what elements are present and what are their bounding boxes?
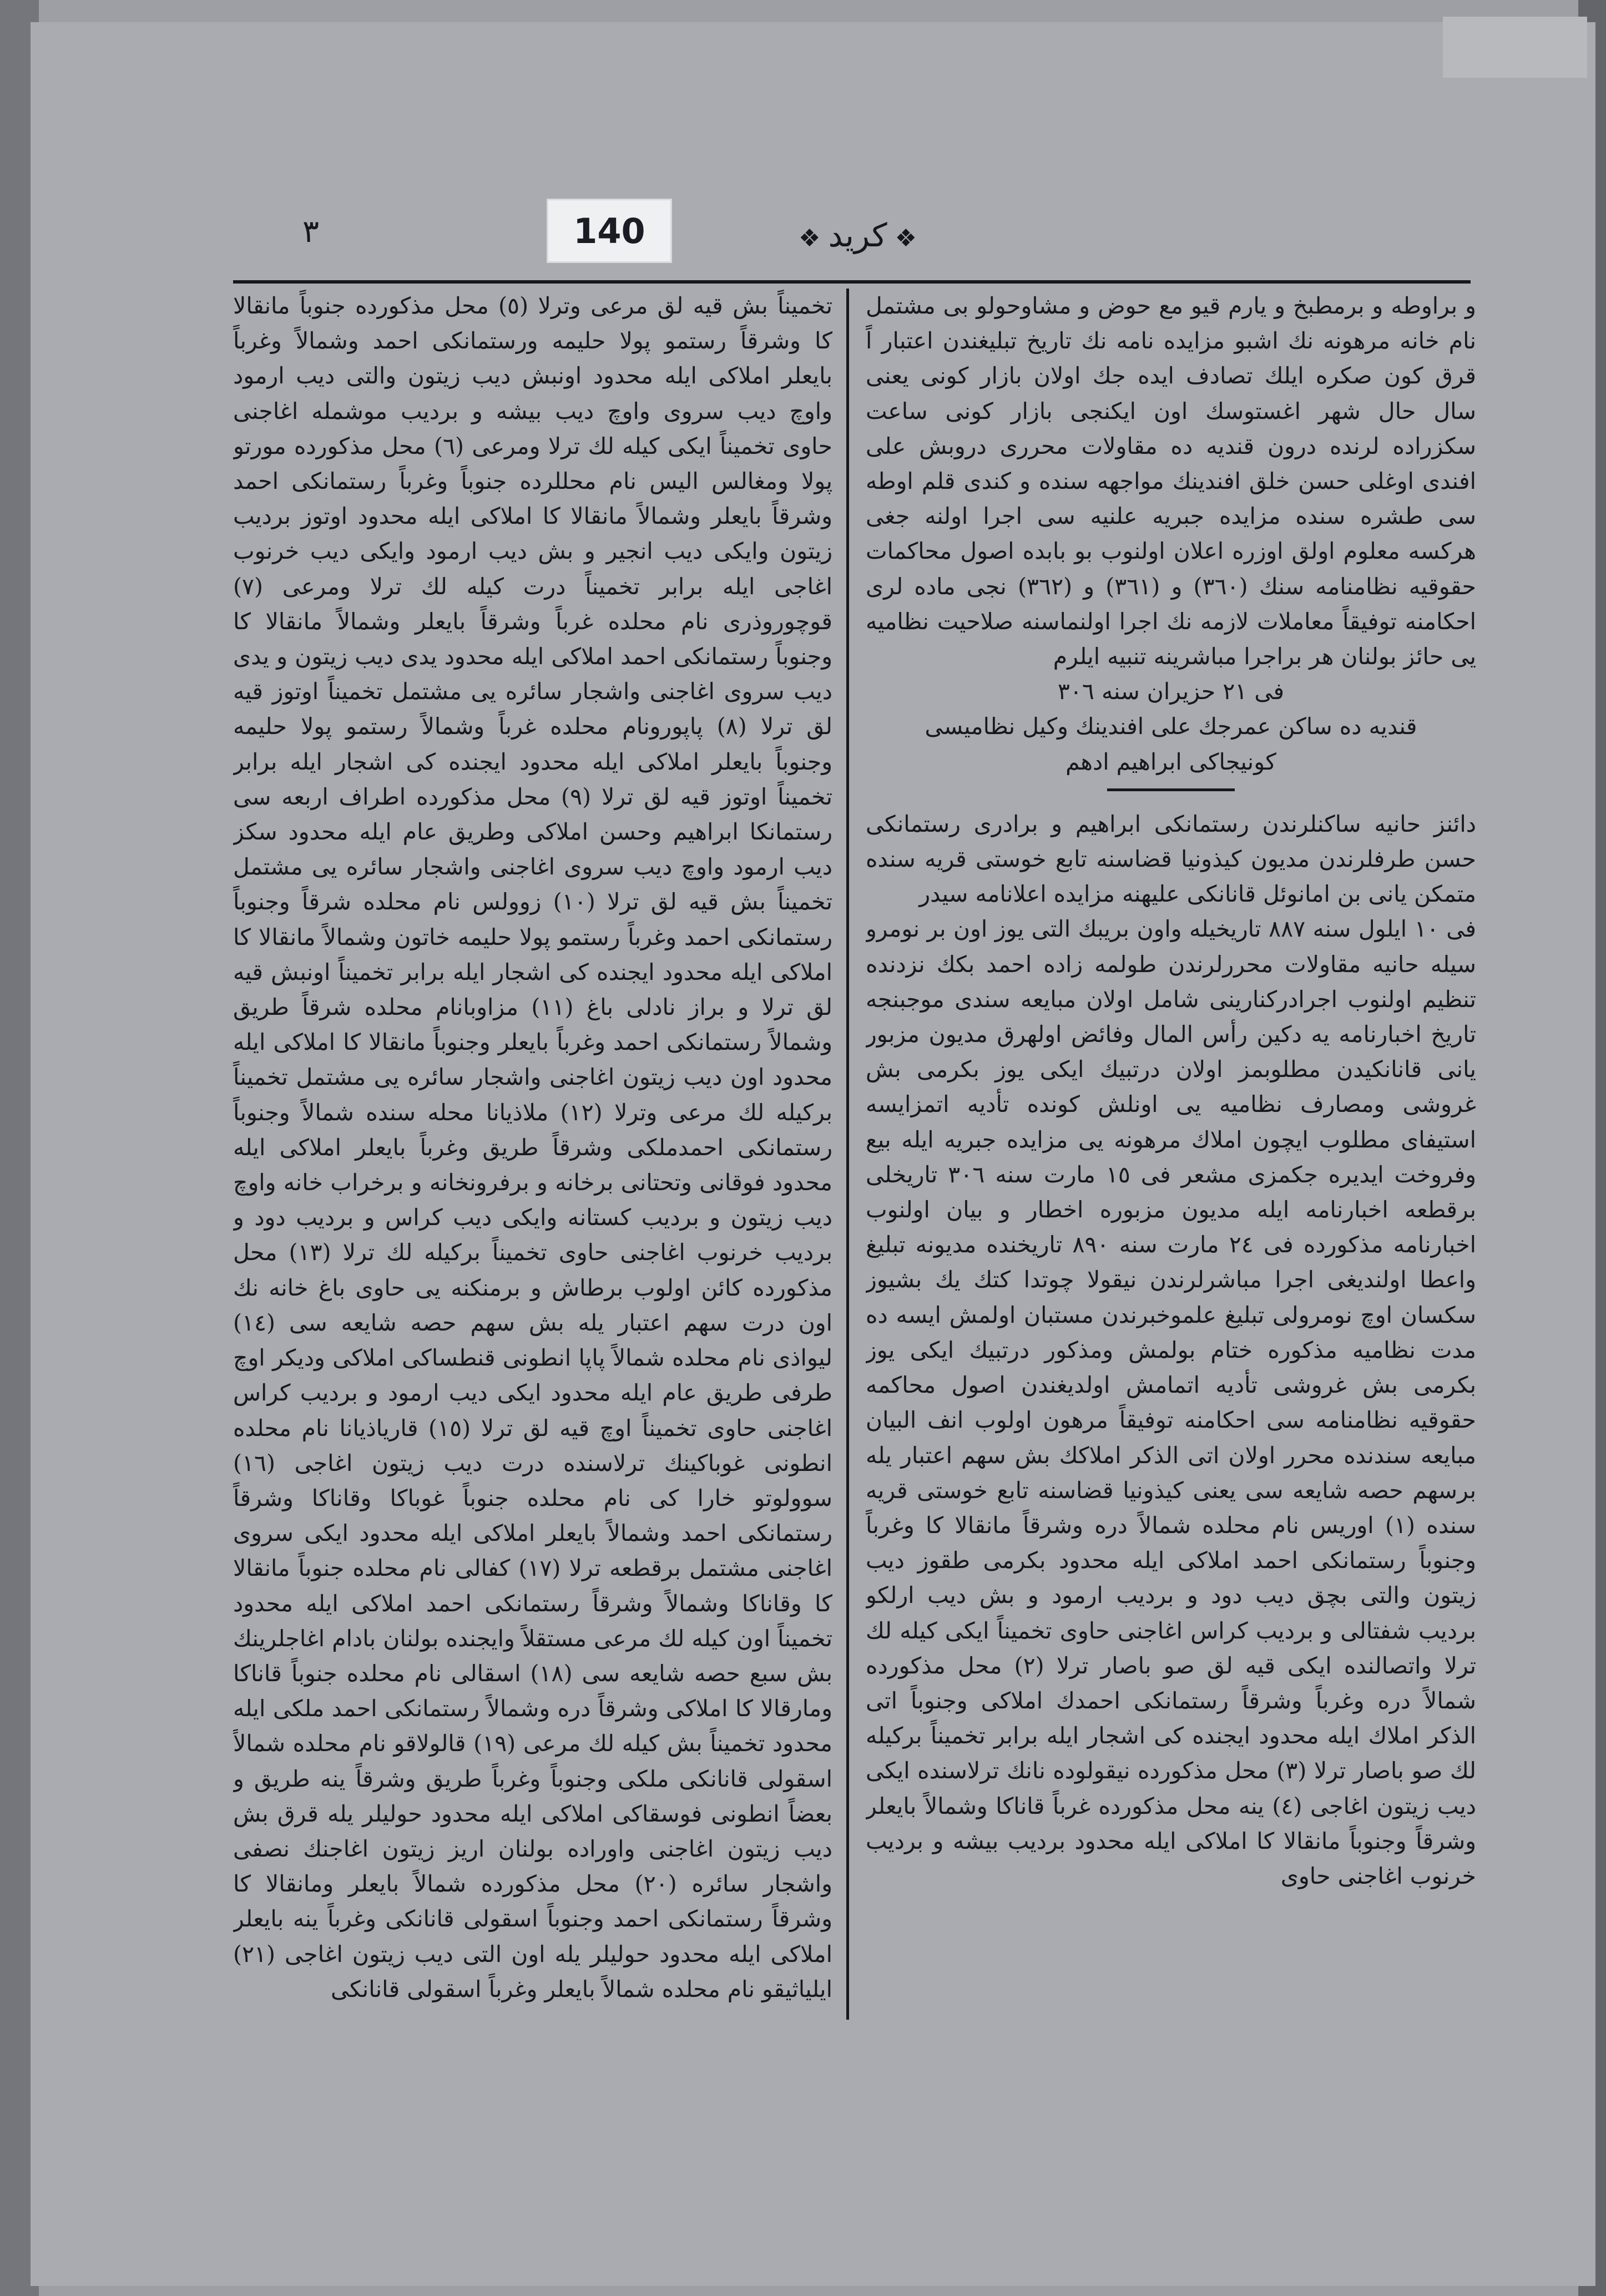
section-separator: [1107, 788, 1235, 791]
masthead-title: كريد: [828, 216, 887, 254]
header-rule: [233, 280, 1471, 284]
column-divider: [846, 289, 849, 2020]
notice-date: فی ٢١ حزیران سنه ٣٠٦: [1057, 678, 1285, 705]
ornament-icon: ❖: [799, 224, 821, 252]
ornament-icon: ❖: [895, 224, 917, 252]
auction-notice-text: و براوطه و برمطبخ و یارم قیو مع حوض و مشاوحولو بی مشتمل نام خانه مرهونه نك اشبو مزایده نامه نك تاریخ تبلیغندن اعتبار اً قرق كون صكره ایلك تصادف ایده جك اولان بازار كونی یعنی سال حال شهر اغستوسك اون ایكنجی بازار كونی ساعت سكزراده لرنده درون قندیه ده مقاولات محرری دروبش علی افندی اوغلی حسن خلق افندینك مواجهه سنده و كندی قلم اوطه سی طشره سنده مزایده جبریه علنیه سی اجرا اولنه جغی هركسه معلوم اولق اوزره اعلان اولنوب بو بابده اصول محاكمات حقوقیه نظامنامه سنك (٣٦٠) و (٣٦١) و (٣٦٢) نجی ماده لری احكامنه توفیقاً معاملات لازمه نك اجرا اولنماسنه صلاحیت نظامیه یی حائز بولنان هر براجرا مباشرینه تنبیه ایلرم: [866, 292, 1476, 670]
signature-line: قندیه ده ساكن عمرجك علی افندینك وكیل نظامیسی: [925, 713, 1417, 740]
column-left: [233, 289, 832, 2020]
masthead: [791, 216, 925, 254]
folio-number: ٣: [302, 214, 320, 250]
property-list-text: تخمیناً بش قیه لق مرعی وترلا (٥) محل مذكورده جنوباً مانقالا كا وشرقاً رستمو پولا حلیمه ورستمانكی احمد وشمالاً وغرباً بایعلر املاكی ایله محدود اونبش دیب زیتون والتی دیب ارمود واوچ دیب سروی واوچ دیب بیشه و بردیب موشمله اغاجنی حاوی تخمیناً ایكی كیله لك ترلا ومرعی (٦) محل مذكورده مورتو پولا ومغالس الیس نام محللرده جنوباً وغرباً رستمانكی احمد وشرقاً بایعلر وشمالاً مانقالا كا املاكی ایله محدود اوتوز بردیب زیتون وایكی دیب انجیر و بش دیب ارمود وایكی دیب خرنوب اغاجی ایله برابر تخمیناً درت كیله لك ترلا ومرعی (٧) قوچوروذری نام محلده غرباً وشرقاً بایعلر وشمالاً مانقالا كا وجنوباً رستمانكی احمد املاكی ایله محدود یدی دیب زیتون و یدی دیب سروی اغاجنی واشجار سائره یی مشتمل تخمیناً اوتوز قیه لق ترلا (٨) پاپورونام محلده غرباً وشمالاً رستمو پولا حلیمه وجنوباً بایعلر املاكی ایله محدود ایجنده كی اشجار ایله برابر تخمیناً اوتوز قیه لق ترلا (٩) محل مذكورده اطراف اربعه سی رستمانكا ابراهیم وحسن املاكی وطریق عام ایله محدود سكز دیب ارمود واوچ دیب سروی اغاجنی واشجار سائره یی مشتمل تخمیناً بش قیه لق ترلا (١٠) زوولس نام محلده شرقاً وجنوباً رستمانكی احمد وغرباً رستمو پولا حلیمه خاتون وشمالاً مانقالا كا املاكی ایله محدود ایجنده كی اشجار ایله برابر تخمیناً اونبش قیه لق ترلا و براز نادلی باغ (١١) مزاوبانام محلده شرقاً طریق وشمالاً رستمانكی احمد وغرباً بایعلر وجنوباً مانقالا كا املاكی ایله محدود اون دیب زیتون اغاجنی واشجار سائره یی مشتمل تخمیناً بركیله لك مرعی وترلا (١٢) ملاذیانا محله سنده شمالاً وجنوباً رستمانكی احمدملكی وشرقاً طریق وغرباً بایعلر املاكی ایله محدود فوقانی وتحتانی برخانه و برفرونخانه و برخراب خانه واوچ دیب زیتون و بردیب كستانه وایكی دیب كراس و بردیب دود و بردیب خرنوب اغاجنی حاوی تخمیناً بركیله لك ترلا (١٣) محل مذكورده كائن اولوب برطاش و برمنكنه یی حاوی باغ خانه نك اون درت سهم اعتبار یله بش سهم حصه شایعه سی (١٤) لیواذی نام محلده شمالاً پاپا انطونی قنطساكی املاكی ودیكر اوچ طرفی طریق عام ایله محدود ایكی دیب ارمود و بردیب كراس اغاجنی حاوی تخمیناً اوچ قیه لق ترلا (١٥) قاریاذیانا نام محلده انطونی غوباكینك ترلاسنده درت دیب زیتون اغاجی (١٦) سوولوتو خارا كی نام محلده جنوباً غوباكا وقاناكا وشرقاً رستمانكی احمد وشمالاً بایعلر املاكی ایله محدود ایكی سروی اغاجنی مشتمل برقطعه ترلا (١٧) كفالی نام محلده جنوباً مانقالا كا وقاناكا وشمالاً وشرقاً رستمانكی احمد املاكی ایله محدود تخمیناً اون كیله لك مرعی مستقلاً وایجنده بولنان بادام اغاجلرینك بش سبع حصه شایعه سی (١٨) اسقالی نام محلده جنوباً قاناكا ومارقالا كا املاكی وشرقاً دره وشمالاً رستمانكی احمد ملكی ایله محدود تخمیناً بش كیله لك مرعی (١٩) قالولاقو نام محلده شمالاً اسقولی قانانكی ملكی وجنوباً وغرباً طریق وشرقاً ینه طریق و بعضاً انطونی فوسقاكی املاكی ایله محدود حولیلر یله قرق بش دیب زیتون اغاجنی واوراده بولنان اریز زیتون اغاجنك نصفی واشجار سائره (٢٠) محل مذكورده شمالاً بایعلر ومانقالا كا وشرقاً رستمانكی احمد وجنوباً اسقولی قانانكی وغرباً ینه بایعلر املاكی ایله محدود حولیلر یله اون التی دیب زیتون اغاجی (٢١) ایلیاثیقو نام محلده شمالاً بایعلر وغرباً اسقولی قانانكی: [233, 292, 832, 2002]
notice-heading: دائنز حانیه ساكنلرندن رستمانكی ابراهیم و برادری رستمانكی حسن طرفلرندن مدیون كیذونیا قضاسنه تابع خوستی قریه سنده متمكن یانی بن امانوئل قانانكی علیهنه مزایده اعلانامه سیدر: [866, 810, 1476, 908]
column-right: [866, 289, 1476, 2047]
notice-body: فی ١٠ ایلول سنه ٨٨٧ تاریخیله واون بریبك التی یوز اون بر نومرو سیله حانیه مقاولات محررلرندن طولمه زاده احمد بكك نزدنده تنظیم اولنوب اجرادركنارینی شامل اولان مبایعه سندی موجبنجه تاریخ اخبارنامه یه دكین رأس المال وفائض اولهرق مدیون مزبور یانی قانانكیدن مطلوبمز اولان درتبیك ایكی یوز بكرمی بش غروشی ومصارف نظامیه یی اونلش كونده تأدیه اتمزایسه استیفای مطلوب ایچون املاك مرهونه یی مزایده جبریه ایله بیع وفروخت ایدیره جكمزی مشعر فی ١٥ مارت سنه ٣٠٦ تاریخلی برقطعه اخبارنامه ایله مدیون مزبوره اخطار و بیان اولنوب اخبارنامه مذكورده فی ٢٤ مارت سنه ٨٩٠ تاریخنده مدیونه تبلیغ واعطا اولندیغی اجرا مباشرلرندن نیقولا چوتدا كتك یك بشیوز سكسان اوچ نومرولی تبلیغ علموخبرندن مستبان اولمش ایسه ده مدت نظامیه مذكوره ختام بولمش ومذكور درتبیك ایكی یوز بكرمی بش غروشی تأدیه اتمامش اولدیغندن اصول محاكمه حقوقیه نظامنامه سی احكامنه توفیقاً مرهون اولوب انف البیان مبایعه سندنده محرر اولان اتی الذكر املاكك بش سهم اعتبار یله برسهم حصه شایعه سی یعنی كیذونیا قضاسنه تابع خوستی قریه سنده (١) اوریس نام محلده شمالاً دره وشرقاً مانقالا كا وغرباً وجنوباً رستمانكی احمد املاكی ایله محدود بكرمی طقوز دیب زیتون والتی بچق دیب دود و بردیب ارمود و بش دیب ارلكو بردیب شفتالی و بردیب كراس اغاجنی حاوی تخمیناً ایكی كیله لك ترلا واتصالنده ایكی قیه لق صو باصار ترلا (٢) محل مذكورده شمالاً دره وغرباً وشرقاً رستمانكی احمدك املاكی وجنوباً اتی الذكر املاك ایله محدود ایجنده كی اشجار ایله برابر تخمیناً بركیله لك صو باصار ترلا (٣) محل مذكورده نیقولوده نانك ترلاسنده ایكی دیب زیتون اغاجی (٤) ینه محل مذكورده غرباً قاناكا وشمالاً بایعلر وشرقاً وجنوباً مانقالا كا املاكی ایله محدود بردیب بیشه و بردیب خرنوب اغاجنی حاوی: [866, 916, 1476, 1889]
page-number-box: 140: [547, 199, 672, 263]
back-sheet-edge: [1443, 17, 1587, 78]
signature-name: كونیجاكی ابراهیم ادهم: [1065, 748, 1276, 775]
